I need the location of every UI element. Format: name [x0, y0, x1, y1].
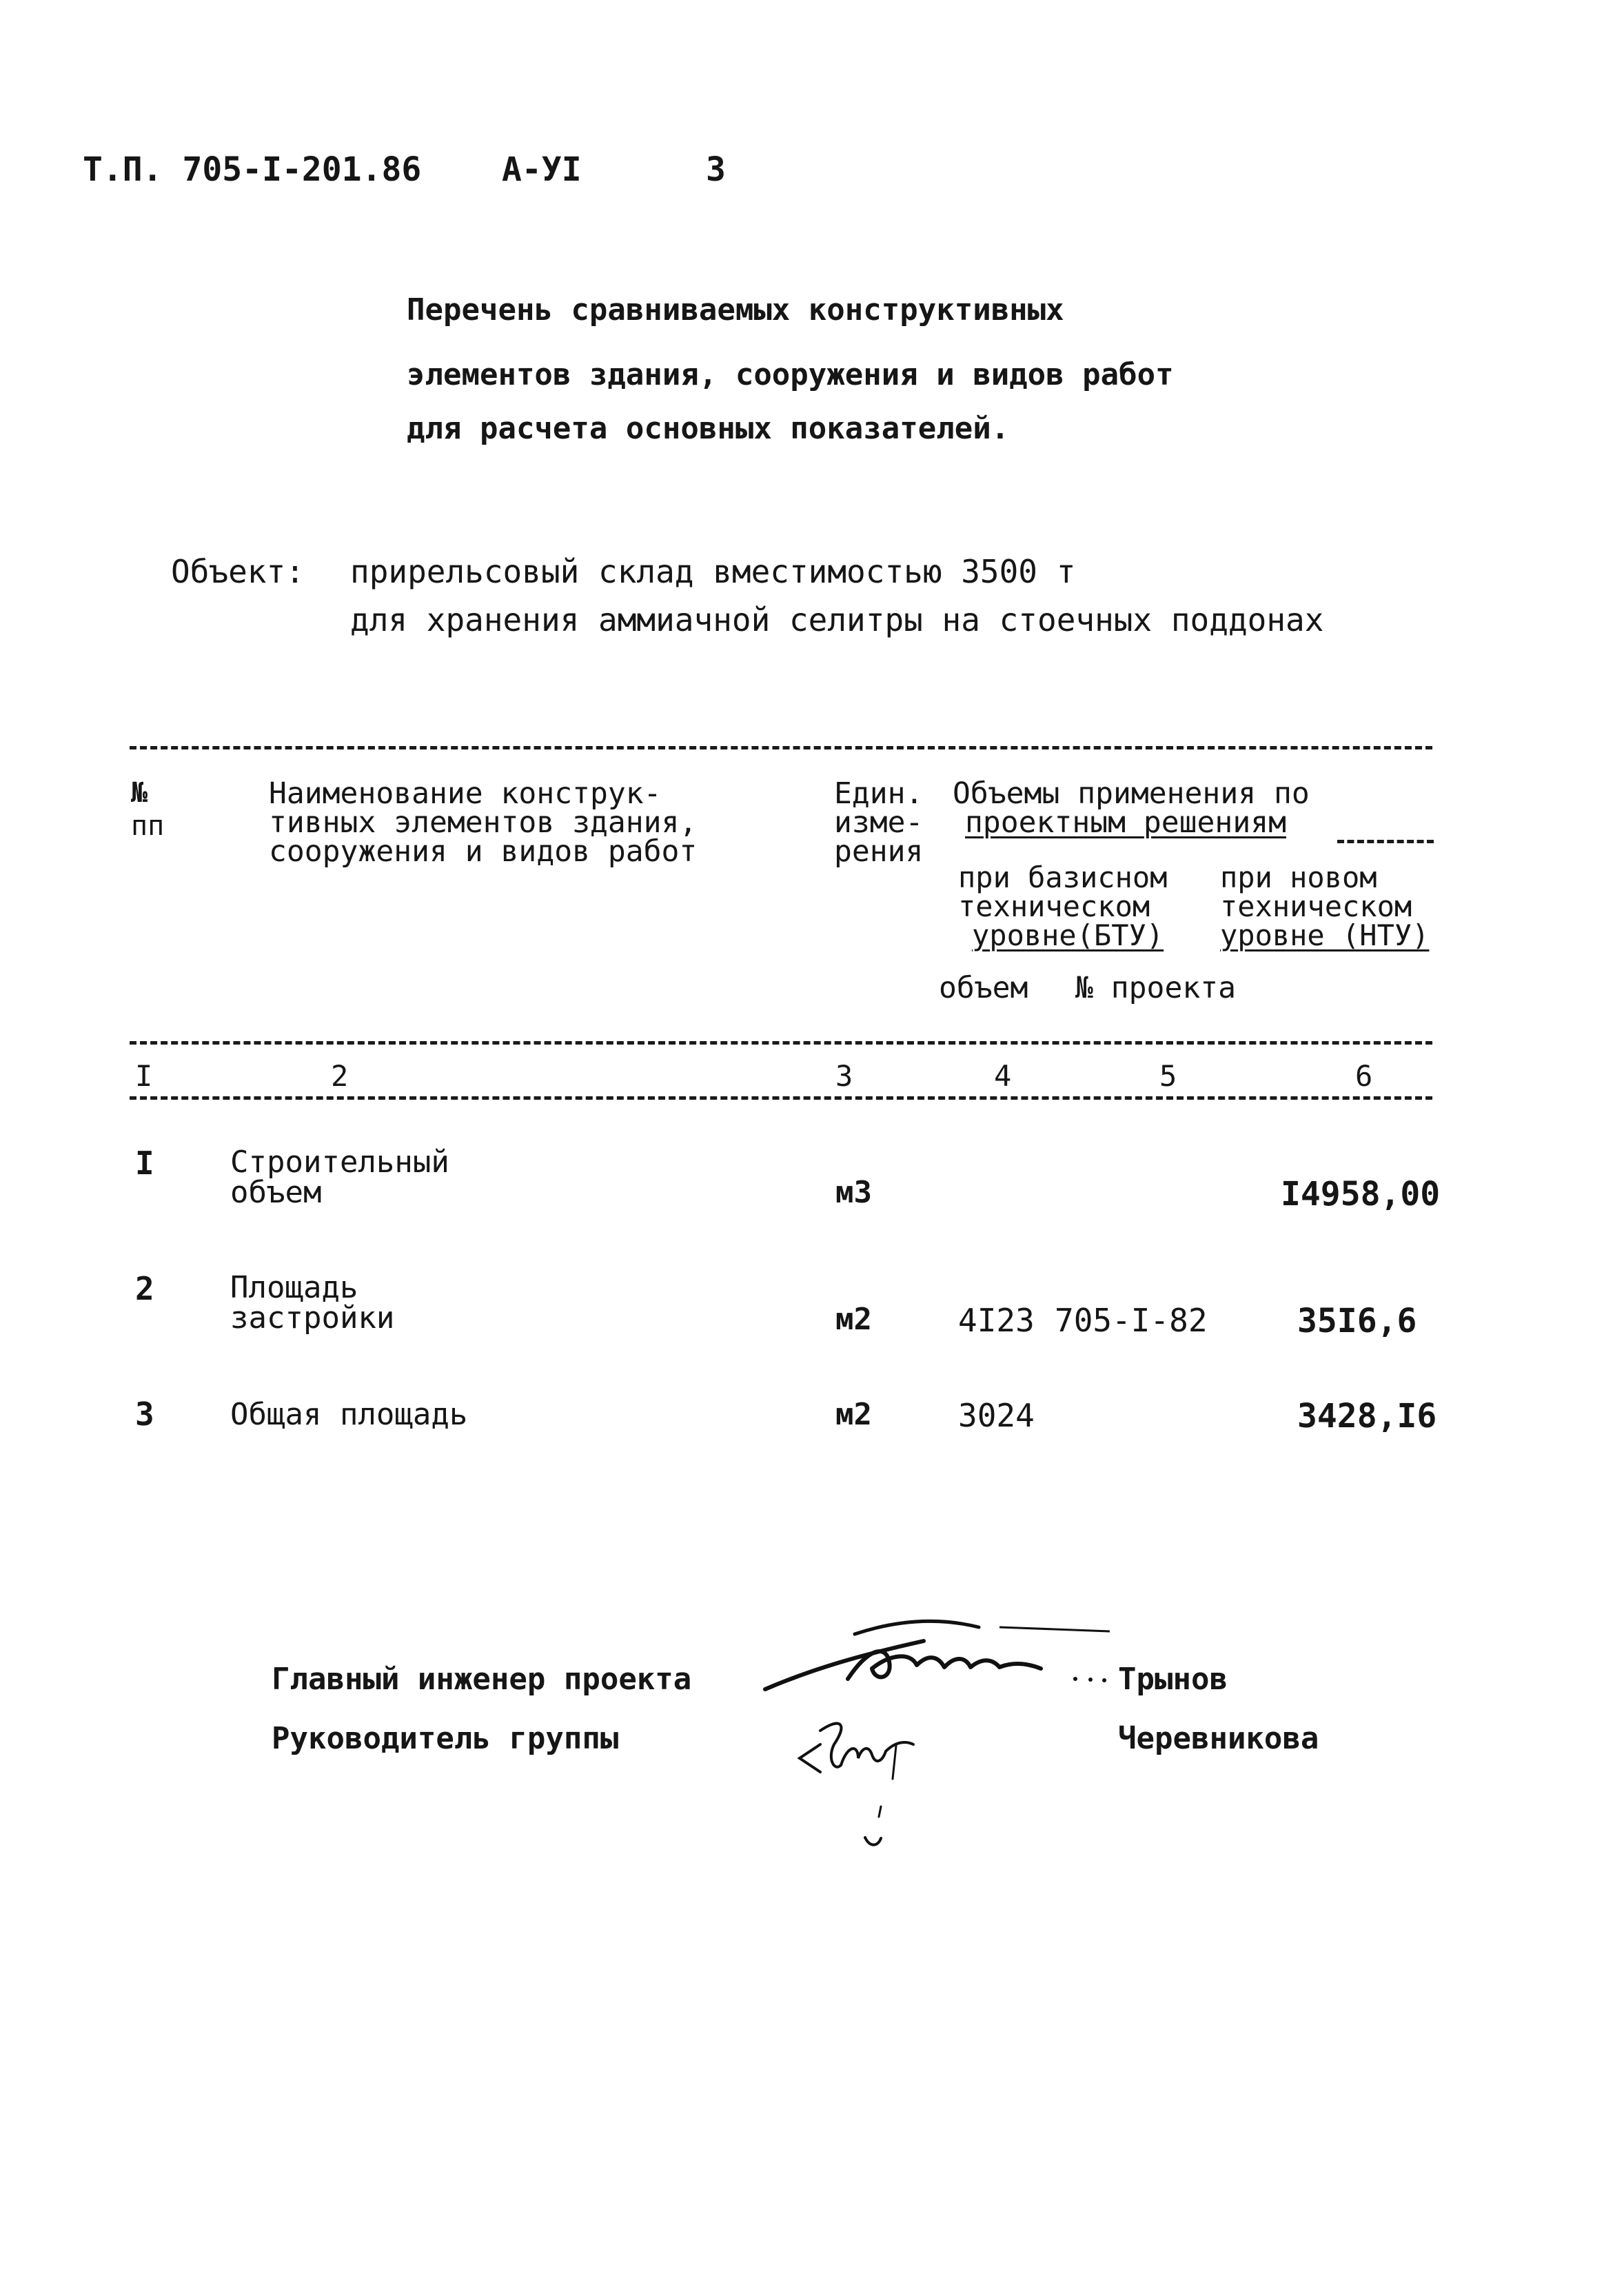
object-line-2: для хранения аммиачной селитры на стоечных поддонах: [350, 601, 1324, 638]
row-num: I: [135, 1145, 154, 1182]
row-name-line-1: Общая площадь: [230, 1397, 468, 1432]
column-number-5: 5: [1159, 1059, 1177, 1093]
row-name-line-2: застройки: [230, 1300, 395, 1336]
column-number-3: 3: [835, 1059, 853, 1093]
row-btu-volume: 4I23: [958, 1302, 1035, 1339]
chief-engineer-signature-icon: [751, 1613, 1124, 1710]
header-btu-line-2: техническом: [958, 889, 1150, 923]
header-btu-line-1: при базисном: [958, 860, 1168, 894]
header-btu-line-3: уровне(БТУ): [972, 918, 1164, 952]
column-number-1: I: [135, 1059, 153, 1093]
title-line-3: для расчета основных показателей.: [407, 411, 1010, 446]
title-line-1: Перечень сравниваемых конструктивных: [407, 292, 1064, 328]
header-name-line-1: Наименование конструк-: [269, 776, 662, 811]
row-num: 2: [135, 1270, 154, 1307]
row-unit: м2: [835, 1302, 872, 1337]
header-volumes: Объемы применения по: [953, 776, 1310, 811]
header-ntu-line-3: уровне (НТУ): [1220, 918, 1430, 952]
header-ntu-line-2: техническом: [1220, 889, 1412, 923]
table-top-rule: [130, 746, 1432, 749]
header-bottom-rule: [130, 1041, 1432, 1045]
row-unit: м2: [835, 1397, 872, 1432]
row-name-line-1: Строительный: [230, 1145, 449, 1180]
row-btu-project: 705-I-82: [1055, 1302, 1208, 1339]
object-line-1: прирельсовый склад вместимостью 3500 т: [350, 553, 1076, 590]
header-unit-line-1: Един.: [834, 776, 924, 811]
document-code: Т.П. 705-I-201.86: [83, 150, 422, 189]
group-leader-label: Руководитель группы: [272, 1721, 619, 1756]
album-code: А-УI: [502, 150, 582, 189]
column-number-2: 2: [331, 1059, 349, 1093]
header-name-line-3: сооружения и видов работ: [269, 834, 698, 869]
header-sub-volume: объем: [939, 971, 1028, 1005]
object-label: Объект:: [171, 553, 305, 590]
page-number: 3: [706, 150, 726, 189]
title-line-2: элементов здания, сооружения и видов работ: [407, 357, 1174, 392]
header-unit-line-2: изме-: [834, 805, 924, 840]
row-name-line-1: Площадь: [230, 1270, 358, 1305]
row-ntu: 35I6,6: [1297, 1302, 1417, 1340]
header-num-line-1: №: [131, 777, 148, 809]
row-ntu: I4958,00: [1281, 1175, 1441, 1214]
header-num-line-2: пп: [131, 810, 165, 842]
header-volumes-rule: [1337, 840, 1434, 843]
chief-engineer-label: Главный инженер проекта: [272, 1662, 692, 1697]
group-leader-signature-icon: [793, 1703, 931, 1869]
chief-engineer-name: Трынов: [1118, 1662, 1228, 1697]
row-num: 3: [135, 1396, 154, 1433]
row-ntu: 3428,I6: [1297, 1397, 1437, 1436]
column-numbers-rule: [130, 1096, 1432, 1100]
column-number-4: 4: [994, 1059, 1012, 1093]
header-unit-line-3: рения: [834, 834, 924, 869]
row-unit: м3: [835, 1175, 872, 1210]
column-number-6: 6: [1355, 1059, 1373, 1093]
row-name-line-2: объем: [230, 1175, 322, 1210]
row-btu-volume: 3024: [958, 1397, 1035, 1434]
header-volumes-line-2: проектным решениям: [965, 805, 1286, 840]
header-ntu-line-1: при новом: [1220, 860, 1377, 894]
header-sub-project: № проекта: [1075, 971, 1236, 1005]
header-name-line-2: тивных элементов здания,: [269, 805, 698, 840]
group-leader-name: Черевникова: [1118, 1721, 1319, 1756]
